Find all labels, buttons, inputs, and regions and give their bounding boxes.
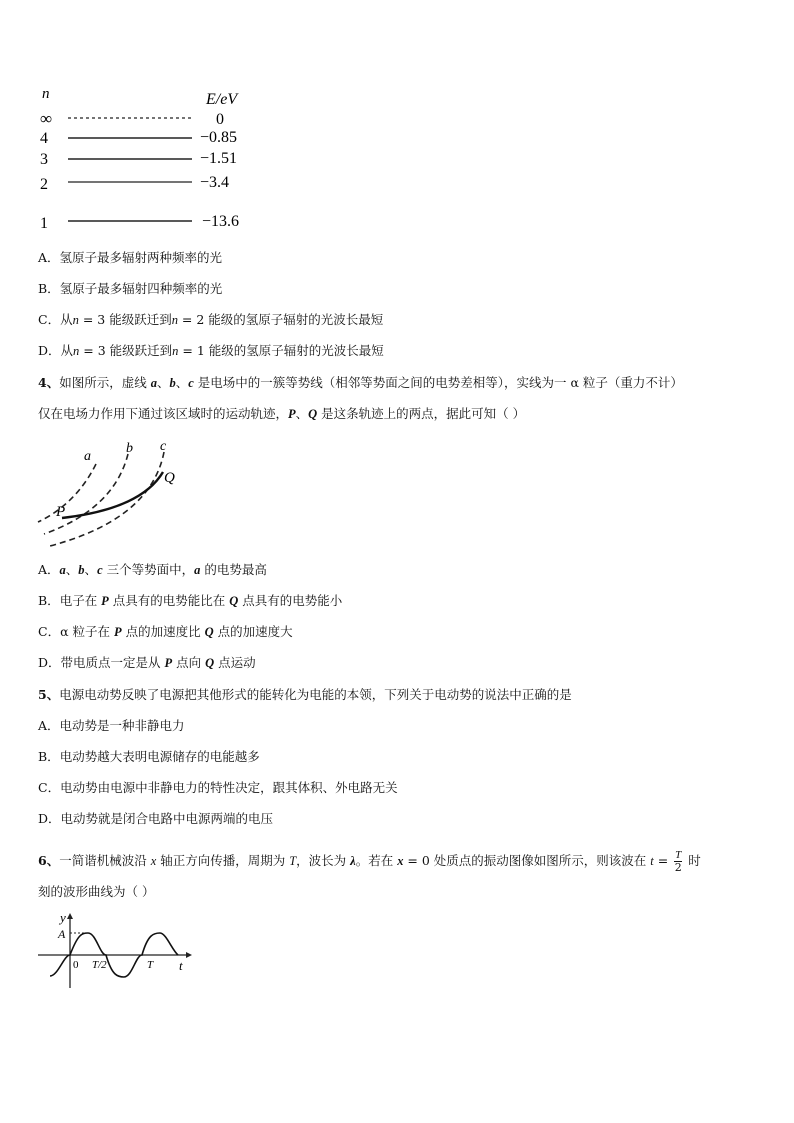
q4-text: 仅在电场力作用下通过该区域时的运动轨迹，	[38, 406, 289, 421]
label-q: Q	[164, 470, 175, 486]
option-label: D．	[38, 343, 61, 358]
q3-option-a[interactable]	[38, 250, 222, 266]
option-label: A．	[38, 562, 60, 577]
var-p: P	[101, 594, 109, 608]
t-label: t	[179, 958, 183, 973]
var-t: t	[650, 854, 654, 868]
level-n-3: 3	[40, 151, 48, 168]
var-a: a	[59, 563, 66, 577]
level-e-3: −1.51	[200, 150, 238, 167]
option-text: 的电势最高	[200, 562, 267, 577]
var-n: n	[172, 344, 179, 358]
var-q: Q	[204, 625, 214, 639]
q4-option-d[interactable]	[38, 655, 256, 671]
var-n: n	[72, 313, 79, 327]
q4-option-c[interactable]	[38, 624, 293, 640]
option-text: 点运动	[214, 655, 256, 670]
var-q: Q	[229, 594, 239, 608]
option-label: C．	[38, 624, 61, 639]
var-b: b	[169, 376, 176, 390]
var-p: P	[164, 656, 173, 670]
var-q: Q	[308, 407, 318, 421]
alpha-trajectory	[62, 472, 163, 518]
var-n: n	[171, 313, 178, 327]
option-text: 从	[60, 343, 74, 358]
q3-option-b[interactable]	[38, 281, 222, 297]
q4-text: 、	[175, 375, 189, 390]
option-text: 、	[84, 562, 98, 577]
var-lambda: λ	[350, 854, 356, 868]
level-n-inf: ∞	[40, 109, 53, 128]
option-text: 氢原子最多辐射四种频率的光	[59, 281, 223, 296]
y-label: y	[60, 910, 66, 925]
level-n-1: 1	[40, 215, 48, 232]
option-text: 电动势由电源中非静电力的特性决定，跟其体积、外电路无关	[60, 780, 398, 795]
level-e-inf: 0	[216, 111, 224, 128]
option-label: C．	[38, 780, 61, 795]
equipotential-line-b	[44, 454, 128, 534]
option-text: 点的加速度大	[213, 624, 293, 639]
option-text: 点的加速度比	[121, 624, 205, 639]
option-label: C．	[38, 312, 61, 327]
q4-text: 是这条轨迹上的两点，据此可知（ ）	[317, 406, 526, 421]
option-text: = 3 能级跃迁到	[78, 312, 172, 327]
var-x: x	[397, 854, 404, 868]
var-a: a	[194, 563, 201, 577]
var-q: Q	[205, 656, 215, 670]
var-p: P	[113, 625, 122, 639]
q4-option-b[interactable]	[38, 593, 342, 609]
q5-stem	[38, 687, 572, 703]
option-text: 三个等势面中，	[102, 562, 195, 577]
option-text: = 1 能级的氢原子辐射的光波长最短	[178, 343, 384, 358]
option-text: 点具有的电势能比在	[108, 593, 230, 608]
q6-text: = 0 处质点的振动图像如图所示，则该波在	[403, 853, 651, 868]
q6-text: =	[653, 853, 673, 868]
question-number: 5、	[38, 687, 60, 702]
amplitude-label: A	[58, 927, 66, 941]
q4-text: 、	[295, 406, 309, 421]
label-a: a	[84, 449, 91, 464]
q5-text: 电源电动势反映了电源把其他形式的能转化为电能的本领，下列关于电动势的说法中正确的是	[59, 687, 572, 702]
energy-level-diagram	[30, 82, 270, 232]
var-a: a	[150, 376, 157, 390]
q4-text: 是电场中的一簇等势线（相邻等势面之间的电势差相等），实线为一 α 粒子（重力不计）	[193, 375, 683, 390]
option-text: 电动势是一种非静电力	[59, 718, 185, 733]
var-p: P	[288, 407, 296, 421]
q4-stem-line1	[38, 375, 683, 391]
q4-stem-line2	[38, 406, 525, 422]
level-e-2: −3.4	[200, 174, 230, 191]
option-text: 从	[60, 312, 73, 327]
option-text: = 3 能级跃迁到	[79, 343, 173, 358]
var-x: x	[150, 854, 157, 868]
q5-option-d[interactable]	[38, 811, 273, 827]
option-text: 带电质点一定是从	[60, 655, 165, 670]
n-axis-label: n	[42, 86, 50, 102]
level-e-4: −0.85	[200, 129, 238, 146]
option-text: 点具有的电势能小	[238, 593, 343, 608]
option-label: A．	[38, 718, 60, 733]
option-label: B．	[38, 593, 60, 608]
equipotential-line-c	[50, 452, 164, 546]
option-text: 、	[65, 562, 79, 577]
period-label: T	[147, 959, 154, 971]
q5-option-b[interactable]	[38, 749, 260, 765]
half-period-label: T/2	[92, 959, 107, 971]
option-text: 点向	[172, 655, 206, 670]
q5-option-c[interactable]	[38, 780, 398, 796]
label-p: P	[56, 504, 66, 520]
origin-label: 0	[73, 959, 79, 971]
q6-text: 轴正方向传播，周期为	[156, 853, 290, 868]
label-c: c	[160, 439, 167, 454]
option-text: 电动势越大表明电源储存的电能越多	[59, 749, 260, 764]
level-n-2: 2	[40, 176, 48, 193]
q6-text: 时	[684, 853, 701, 868]
t-axis-arrow	[186, 952, 192, 958]
q3-option-c[interactable]	[38, 312, 383, 328]
option-text: = 2 能级的氢原子辐射的光波长最短	[177, 312, 384, 327]
q4-text: 、	[156, 375, 170, 390]
option-label: D．	[38, 811, 61, 826]
option-label: B．	[38, 281, 60, 296]
level-e-1: −13.6	[202, 213, 240, 230]
var-period: T	[289, 854, 297, 868]
fraction-denominator: 2	[674, 861, 682, 874]
fraction-numerator: T	[675, 849, 682, 861]
option-text: 电子在	[59, 593, 102, 608]
q6-stem-line2	[38, 884, 154, 900]
question-number: 6、	[38, 853, 60, 868]
q4-option-a[interactable]	[38, 562, 267, 578]
q6-text: 。若在	[355, 853, 398, 868]
y-axis-arrow	[67, 913, 73, 919]
var-b: b	[78, 563, 85, 577]
q5-option-a[interactable]	[38, 718, 185, 734]
option-label: B．	[38, 749, 60, 764]
option-text: 氢原子最多辐射两种频率的光	[59, 250, 223, 265]
q6-text: 一简谐机械波沿	[59, 853, 151, 868]
vibration-graph	[36, 910, 196, 992]
level-n-4: 4	[40, 130, 48, 147]
question-number: 4、	[38, 375, 60, 390]
label-b: b	[126, 441, 133, 456]
fraction-t-over-2	[674, 849, 682, 874]
q6-text: 刻的波形曲线为（ ）	[38, 884, 155, 899]
q6-stem-line1	[38, 849, 701, 874]
var-c: c	[97, 563, 103, 577]
option-text: 电动势就是闭合电路中电源两端的电压	[60, 811, 274, 826]
option-label: A．	[38, 250, 60, 265]
energy-axis-label: E/eV	[206, 91, 238, 108]
var-c: c	[188, 376, 194, 390]
q3-option-d[interactable]	[38, 343, 384, 359]
equipotential-figure	[36, 434, 196, 554]
q6-text: ，波长为	[296, 853, 351, 868]
option-label: D．	[38, 655, 61, 670]
q4-text: 如图所示，虚线	[59, 375, 151, 390]
var-n: n	[73, 344, 80, 358]
option-text: α 粒子在	[60, 624, 114, 639]
